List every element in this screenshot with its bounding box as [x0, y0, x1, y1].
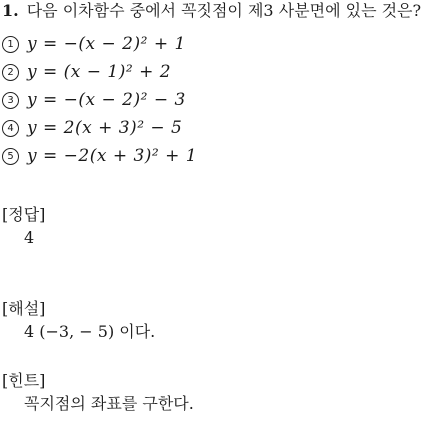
choice-expression-5: y = −2(x + 3)² + 1: [27, 146, 198, 166]
choice-number-1: 1: [2, 36, 19, 53]
question-text: 다음 이차함수 중에서 꼭짓점이 제3 사분면에 있는 것은?: [26, 1, 422, 20]
hint-section: [2, 370, 442, 416]
hint-text: 꼭지점의 좌표를 구한다.: [24, 394, 194, 413]
choice-number-5: 5: [2, 148, 19, 165]
choice-number-2: 2: [2, 64, 19, 81]
choice-expression-1: y = −(x − 2)² + 1: [27, 34, 186, 54]
choice-expression-2: y = (x − 1)² + 2: [27, 62, 172, 82]
choice-expression-3: y = −(x − 2)² − 3: [27, 90, 186, 110]
choice-1[interactable]: [2, 30, 302, 58]
choice-5[interactable]: [2, 142, 302, 170]
question: [2, 0, 444, 22]
choice-4[interactable]: [2, 114, 302, 142]
choice-number-4: 4: [2, 120, 19, 137]
question-number: 1.: [2, 1, 19, 20]
choice-2[interactable]: [2, 58, 302, 86]
solution-text: 4 (−3, − 5) 이다.: [24, 322, 156, 341]
answer-label: [정답]: [2, 205, 46, 224]
answer-value: 4: [24, 228, 35, 247]
answer-section: [2, 204, 442, 250]
choice-3[interactable]: [2, 86, 302, 114]
solution-section: [2, 298, 442, 344]
choice-expression-4: y = 2(x + 3)² − 5: [27, 118, 183, 138]
hint-label: [힌트]: [2, 371, 46, 390]
solution-label: [해설]: [2, 299, 46, 318]
choice-list: [2, 30, 302, 170]
choice-number-3: 3: [2, 92, 19, 109]
